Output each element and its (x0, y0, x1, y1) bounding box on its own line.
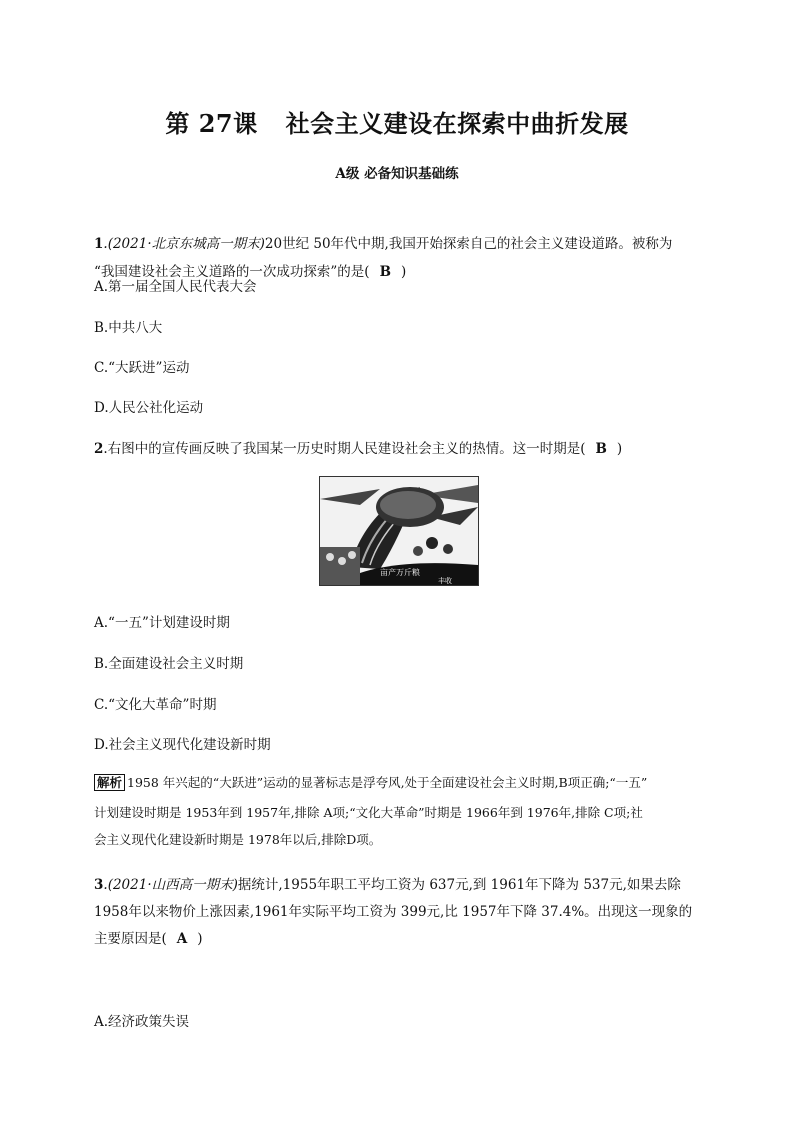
q3-line-3 (94, 927, 203, 947)
q1-answer: B (379, 264, 391, 280)
q3-line-1 (94, 873, 681, 893)
lesson-topic: 社会主义建设在探索中曲折发展 (285, 109, 629, 138)
q2-explanation-line-2: 计划建设时期是 1953年到 1957年,排除 A项;“文化大革命”时期是 1966年到 1976年,排除 C项;社 (94, 805, 643, 820)
q2-answer: B (595, 441, 607, 457)
q3-source: .(2021·山西高一期末) (103, 877, 238, 893)
q1-source: .(2021·北京东城高一期末) (103, 236, 265, 252)
q2-number: 2 (94, 441, 104, 457)
q1-number: 1 (94, 236, 104, 252)
q2-explanation-line-1 (94, 773, 647, 791)
q2-stem: .右图中的宣传画反映了我国某一历史时期人民建设社会主义的热情。这一时期是( (103, 441, 586, 457)
q3-line-2: 1958年以来物价上涨因素,1961年实际平均工资为 399元,比 1957年下降 37.4%。出现这一现象的 (94, 904, 693, 920)
q1-text-1: 20世纪 50年代中期,我国开始探索自己的社会主义建设道路。被称为 (264, 236, 673, 252)
lesson-number: 第 27课 (165, 109, 258, 138)
poster-banner-text: 亩产万斤粮 (380, 568, 420, 577)
q2-option-a: A.“一五”计划建设时期 (94, 615, 230, 631)
q1-text-2: “我国建设社会主义道路的一次成功探索”的是( (94, 264, 370, 280)
poster-harvest-text: 丰收 (438, 577, 452, 585)
q2-explanation-line-3: 会主义现代化建设新时期是 1978年以后,排除D项。 (94, 832, 382, 847)
q1-option-b: B.中共八大 (94, 320, 163, 336)
q2-option-c: C.“文化大革命”时期 (94, 697, 217, 713)
q3-number: 3 (94, 877, 104, 893)
q2-option-d: D.社会主义现代化建设新时期 (94, 737, 271, 753)
q1-option-c: C.“大跃进”运动 (94, 360, 190, 376)
q1-close-paren: ) (401, 264, 407, 280)
q3-option-a: A.经济政策失误 (94, 1014, 190, 1030)
q3-close-paren: ) (197, 931, 203, 947)
q1-option-a: A.第一届全国人民代表大会 (94, 279, 257, 295)
q3-text-3: 主要原因是( (94, 931, 167, 947)
q1-option-d: D.人民公社化运动 (94, 400, 204, 416)
q2-option-b: B.全面建设社会主义时期 (94, 656, 244, 672)
q2-line-1 (94, 437, 622, 457)
q2-close-paren: ) (616, 441, 623, 457)
q2-explanation-text-1: 1958 年兴起的“大跃进”运动的显著标志是浮夸风,处于全面建设社会主义时期,B项正确;“一五” (127, 775, 648, 790)
q1-line-1 (94, 232, 672, 252)
explanation-tag: 解析 (94, 774, 125, 791)
q3-text-1: 据统计,1955年职工平均工资为 637元,到 1961年下降为 537元,如果去除 (237, 877, 681, 893)
section-heading: A级 必备知识基础练 (335, 166, 459, 182)
page-title (0, 104, 794, 139)
propaganda-poster-image (319, 476, 479, 586)
q3-answer: A (176, 931, 188, 947)
